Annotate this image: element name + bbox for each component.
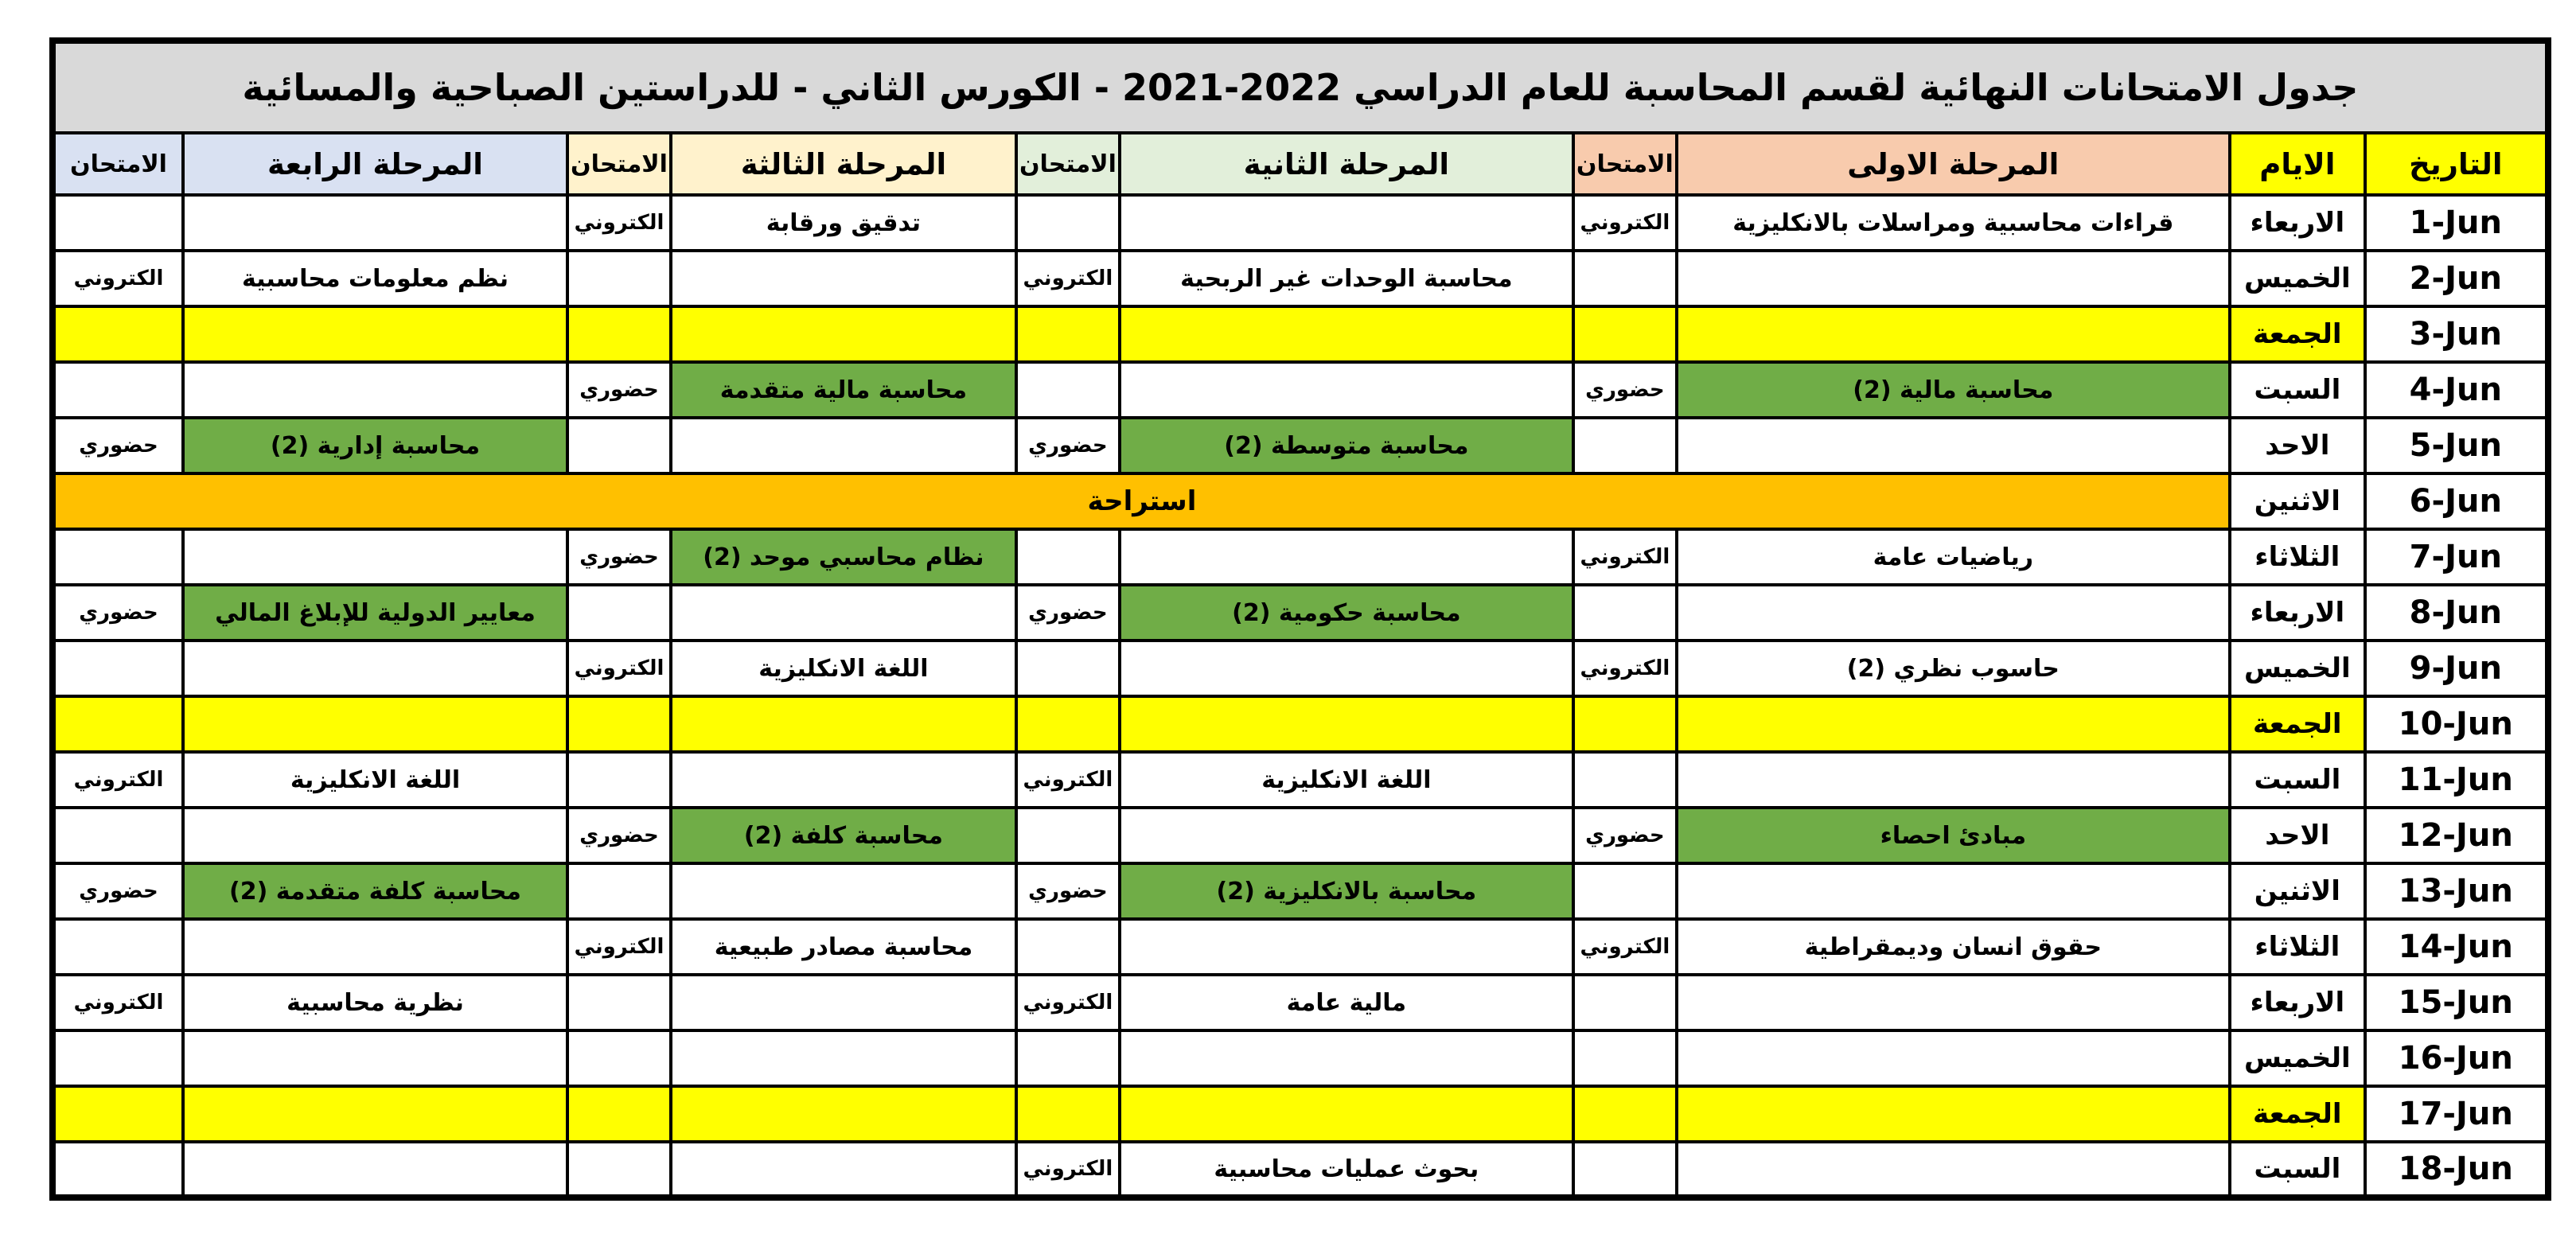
- friday-empty-cell: [183, 696, 567, 752]
- date-cell: 14-Jun: [2365, 919, 2548, 975]
- exam-mode-cell-e2: [1016, 1030, 1120, 1086]
- day-cell: السبت: [2230, 362, 2365, 418]
- day-cell: الخميس: [2230, 1030, 2365, 1086]
- course-cell-s2: [1120, 1030, 1573, 1086]
- exam-mode-cell-e2: حضوري: [1016, 585, 1120, 641]
- course-cell-s2: محاسبة الوحدات غير الربحية: [1120, 251, 1573, 306]
- friday-empty-cell: [1120, 1086, 1573, 1142]
- friday-empty-cell: [53, 1086, 183, 1142]
- schedule-row: [53, 975, 2548, 1030]
- day-cell: الثلاثاء: [2230, 529, 2365, 585]
- date-cell: 15-Jun: [2365, 975, 2548, 1030]
- course-cell-s2: محاسبة متوسطة (2): [1120, 418, 1573, 473]
- course-cell-s3: [671, 418, 1016, 473]
- friday-empty-cell: [183, 1086, 567, 1142]
- header-stage3: المرحلة الثالثة: [671, 133, 1016, 195]
- schedule-row: [53, 251, 2548, 306]
- day-cell: الاربعاء: [2230, 585, 2365, 641]
- date-cell: 12-Jun: [2365, 808, 2548, 863]
- schedule-row: [53, 1086, 2548, 1142]
- day-cell: الثلاثاء: [2230, 919, 2365, 975]
- date-cell: 13-Jun: [2365, 863, 2548, 919]
- exam-mode-cell-e3: [567, 975, 671, 1030]
- date-cell: 3-Jun: [2365, 306, 2548, 362]
- header-exam-stage2: الامتحان: [1016, 133, 1120, 195]
- friday-empty-cell: [1016, 1086, 1120, 1142]
- course-cell-s4: [183, 1030, 567, 1086]
- exam-mode-cell-e1: [1573, 418, 1677, 473]
- exam-mode-cell-e1: الكتروني: [1573, 641, 1677, 696]
- date-cell: 1-Jun: [2365, 195, 2548, 251]
- schedule-row: [53, 473, 2548, 529]
- exam-mode-cell-e3: حضوري: [567, 362, 671, 418]
- date-cell: 17-Jun: [2365, 1086, 2548, 1142]
- friday-empty-cell: [1573, 696, 1677, 752]
- date-cell: 8-Jun: [2365, 585, 2548, 641]
- schedule-row: [53, 362, 2548, 418]
- exam-mode-cell-e4: [53, 808, 183, 863]
- friday-empty-cell: [1120, 696, 1573, 752]
- exam-mode-cell-e4: حضوري: [53, 863, 183, 919]
- exam-mode-cell-e4: [53, 529, 183, 585]
- exam-mode-cell-e3: [567, 418, 671, 473]
- exam-mode-cell-e1: [1573, 1142, 1677, 1198]
- course-cell-s1: مبادئ احصاء: [1677, 808, 2230, 863]
- schedule-row: [53, 1142, 2548, 1198]
- day-cell: الخميس: [2230, 641, 2365, 696]
- friday-empty-cell: [1120, 306, 1573, 362]
- exam-mode-cell-e2: [1016, 919, 1120, 975]
- course-cell-s3: [671, 863, 1016, 919]
- exam-mode-cell-e1: الكتروني: [1573, 529, 1677, 585]
- course-cell-s2: [1120, 529, 1573, 585]
- exam-mode-cell-e1: [1573, 585, 1677, 641]
- course-cell-s3: [671, 1030, 1016, 1086]
- header-date: التاريخ: [2365, 133, 2548, 195]
- friday-empty-cell: [53, 696, 183, 752]
- schedule-row: [53, 195, 2548, 251]
- day-cell: الاثنين: [2230, 863, 2365, 919]
- course-cell-s3: محاسبة كلفة (2): [671, 808, 1016, 863]
- course-cell-s3: محاسبة مالية متقدمة: [671, 362, 1016, 418]
- friday-empty-cell: [567, 696, 671, 752]
- friday-empty-cell: [671, 696, 1016, 752]
- course-cell-s3: [671, 752, 1016, 808]
- exam-mode-cell-e1: [1573, 752, 1677, 808]
- exam-mode-cell-e2: [1016, 641, 1120, 696]
- course-cell-s2: [1120, 808, 1573, 863]
- exam-mode-cell-e2: حضوري: [1016, 418, 1120, 473]
- title-row: [53, 41, 2548, 133]
- course-cell-s4: [183, 808, 567, 863]
- schedule-row: [53, 418, 2548, 473]
- course-cell-s2: اللغة الانكليزية: [1120, 752, 1573, 808]
- schedule-sheet: [49, 37, 2551, 1201]
- day-cell: الاحد: [2230, 808, 2365, 863]
- exam-mode-cell-e1: [1573, 251, 1677, 306]
- exam-mode-cell-e2: حضوري: [1016, 863, 1120, 919]
- course-cell-s1: [1677, 1030, 2230, 1086]
- exam-mode-cell-e4: الكتروني: [53, 752, 183, 808]
- header-exam-stage3: الامتحان: [567, 133, 671, 195]
- date-cell: 11-Jun: [2365, 752, 2548, 808]
- schedule-row: [53, 808, 2548, 863]
- course-cell-s4: نظم معلومات محاسبية: [183, 251, 567, 306]
- header-exam-stage4: الامتحان: [53, 133, 183, 195]
- friday-empty-cell: [1573, 306, 1677, 362]
- day-cell: الاربعاء: [2230, 975, 2365, 1030]
- date-cell: 6-Jun: [2365, 473, 2548, 529]
- exam-mode-cell-e2: [1016, 362, 1120, 418]
- exam-mode-cell-e2: الكتروني: [1016, 1142, 1120, 1198]
- course-cell-s1: [1677, 752, 2230, 808]
- header-days: الايام: [2230, 133, 2365, 195]
- header-stage2: المرحلة الثانية: [1120, 133, 1573, 195]
- exam-mode-cell-e3: حضوري: [567, 529, 671, 585]
- friday-empty-cell: [1016, 306, 1120, 362]
- friday-empty-cell: [53, 306, 183, 362]
- course-cell-s4: اللغة الانكليزية: [183, 752, 567, 808]
- course-cell-s4: [183, 529, 567, 585]
- date-cell: 4-Jun: [2365, 362, 2548, 418]
- course-cell-s2: محاسبة بالانكليزية (2): [1120, 863, 1573, 919]
- course-cell-s2: مالية عامة: [1120, 975, 1573, 1030]
- course-cell-s1: [1677, 1142, 2230, 1198]
- day-cell: الاربعاء: [2230, 195, 2365, 251]
- schedule-row: [53, 585, 2548, 641]
- course-cell-s4: نظرية محاسبية: [183, 975, 567, 1030]
- break-cell: استراحة: [53, 473, 2230, 529]
- friday-empty-cell: [567, 1086, 671, 1142]
- course-cell-s3: تدقيق ورقابة: [671, 195, 1016, 251]
- exam-mode-cell-e4: [53, 919, 183, 975]
- exam-mode-cell-e3: [567, 752, 671, 808]
- day-cell: الخميس: [2230, 251, 2365, 306]
- course-cell-s4: معايير الدولية للإبلاغ المالي: [183, 585, 567, 641]
- exam-schedule-table: [49, 37, 2551, 1201]
- course-cell-s1: [1677, 975, 2230, 1030]
- schedule-row: [53, 306, 2548, 362]
- exam-mode-cell-e4: [53, 195, 183, 251]
- course-cell-s1: [1677, 585, 2230, 641]
- course-cell-s1: [1677, 863, 2230, 919]
- day-cell: الجمعة: [2230, 696, 2365, 752]
- friday-empty-cell: [1677, 306, 2230, 362]
- course-cell-s4: [183, 1142, 567, 1198]
- schedule-row: [53, 641, 2548, 696]
- schedule-row: [53, 1030, 2548, 1086]
- date-cell: 10-Jun: [2365, 696, 2548, 752]
- course-cell-s2: [1120, 919, 1573, 975]
- schedule-row: [53, 863, 2548, 919]
- course-cell-s4: [183, 362, 567, 418]
- schedule-row: [53, 919, 2548, 975]
- header-stage1: المرحلة الاولى: [1677, 133, 2230, 195]
- page-title: جدول الامتحانات النهائية لقسم المحاسبة للعام الدراسي 2022-2021 - الكورس الثاني - للدراستين الصباحية والمسائية: [53, 41, 2548, 133]
- exam-mode-cell-e3: الكتروني: [567, 195, 671, 251]
- header-exam-stage1: الامتحان: [1573, 133, 1677, 195]
- exam-mode-cell-e1: حضوري: [1573, 362, 1677, 418]
- date-cell: 2-Jun: [2365, 251, 2548, 306]
- exam-mode-cell-e3: [567, 585, 671, 641]
- friday-empty-cell: [183, 306, 567, 362]
- date-cell: 16-Jun: [2365, 1030, 2548, 1086]
- course-cell-s4: [183, 195, 567, 251]
- exam-mode-cell-e4: [53, 641, 183, 696]
- friday-empty-cell: [567, 306, 671, 362]
- course-cell-s1: رياضيات عامة: [1677, 529, 2230, 585]
- exam-mode-cell-e2: الكتروني: [1016, 752, 1120, 808]
- course-cell-s2: محاسبة حكومية (2): [1120, 585, 1573, 641]
- friday-empty-cell: [1016, 696, 1120, 752]
- friday-empty-cell: [1677, 1086, 2230, 1142]
- exam-mode-cell-e1: الكتروني: [1573, 195, 1677, 251]
- exam-mode-cell-e1: الكتروني: [1573, 919, 1677, 975]
- friday-empty-cell: [671, 1086, 1016, 1142]
- course-cell-s3: محاسبة مصادر طبيعية: [671, 919, 1016, 975]
- course-cell-s3: [671, 975, 1016, 1030]
- exam-mode-cell-e3: [567, 1030, 671, 1086]
- exam-mode-cell-e2: الكتروني: [1016, 975, 1120, 1030]
- course-cell-s4: محاسبة إدارية (2): [183, 418, 567, 473]
- friday-empty-cell: [671, 306, 1016, 362]
- course-cell-s2: [1120, 362, 1573, 418]
- course-cell-s4: [183, 919, 567, 975]
- day-cell: الجمعة: [2230, 306, 2365, 362]
- schedule-row: [53, 529, 2548, 585]
- exam-mode-cell-e1: [1573, 975, 1677, 1030]
- exam-mode-cell-e3: [567, 1142, 671, 1198]
- exam-mode-cell-e2: [1016, 529, 1120, 585]
- exam-mode-cell-e4: الكتروني: [53, 251, 183, 306]
- course-cell-s2: [1120, 641, 1573, 696]
- day-cell: الاحد: [2230, 418, 2365, 473]
- exam-mode-cell-e2: [1016, 808, 1120, 863]
- exam-mode-cell-e2: [1016, 195, 1120, 251]
- exam-mode-cell-e1: [1573, 863, 1677, 919]
- schedule-body: [53, 195, 2548, 1198]
- friday-empty-cell: [1677, 696, 2230, 752]
- exam-mode-cell-e3: الكتروني: [567, 919, 671, 975]
- date-cell: 18-Jun: [2365, 1142, 2548, 1198]
- column-header-row: [53, 133, 2548, 195]
- course-cell-s3: اللغة الانكليزية: [671, 641, 1016, 696]
- course-cell-s2: [1120, 195, 1573, 251]
- exam-mode-cell-e4: الكتروني: [53, 975, 183, 1030]
- day-cell: الجمعة: [2230, 1086, 2365, 1142]
- header-stage4: المرحلة الرابعة: [183, 133, 567, 195]
- exam-mode-cell-e4: حضوري: [53, 418, 183, 473]
- course-cell-s3: [671, 585, 1016, 641]
- exam-mode-cell-e1: [1573, 1030, 1677, 1086]
- course-cell-s2: بحوث عمليات محاسبية: [1120, 1142, 1573, 1198]
- exam-mode-cell-e4: [53, 1142, 183, 1198]
- exam-mode-cell-e2: الكتروني: [1016, 251, 1120, 306]
- date-cell: 5-Jun: [2365, 418, 2548, 473]
- day-cell: الاثنين: [2230, 473, 2365, 529]
- course-cell-s1: قراءات محاسبية ومراسلات بالانكليزية: [1677, 195, 2230, 251]
- date-cell: 9-Jun: [2365, 641, 2548, 696]
- schedule-row: [53, 696, 2548, 752]
- course-cell-s1: حاسوب نظري (2): [1677, 641, 2230, 696]
- course-cell-s4: [183, 641, 567, 696]
- exam-mode-cell-e4: [53, 1030, 183, 1086]
- course-cell-s4: محاسبة كلفة متقدمة (2): [183, 863, 567, 919]
- day-cell: السبت: [2230, 1142, 2365, 1198]
- course-cell-s1: [1677, 251, 2230, 306]
- course-cell-s3: نظام محاسبي موحد (2): [671, 529, 1016, 585]
- exam-mode-cell-e4: حضوري: [53, 585, 183, 641]
- exam-mode-cell-e3: حضوري: [567, 808, 671, 863]
- exam-mode-cell-e3: الكتروني: [567, 641, 671, 696]
- course-cell-s3: [671, 251, 1016, 306]
- course-cell-s3: [671, 1142, 1016, 1198]
- exam-mode-cell-e3: [567, 863, 671, 919]
- exam-mode-cell-e4: [53, 362, 183, 418]
- course-cell-s1: حقوق انسان وديمقراطية: [1677, 919, 2230, 975]
- course-cell-s1: [1677, 418, 2230, 473]
- day-cell: السبت: [2230, 752, 2365, 808]
- friday-empty-cell: [1573, 1086, 1677, 1142]
- date-cell: 7-Jun: [2365, 529, 2548, 585]
- course-cell-s1: محاسبة مالية (2): [1677, 362, 2230, 418]
- schedule-row: [53, 752, 2548, 808]
- exam-mode-cell-e1: حضوري: [1573, 808, 1677, 863]
- exam-mode-cell-e3: [567, 251, 671, 306]
